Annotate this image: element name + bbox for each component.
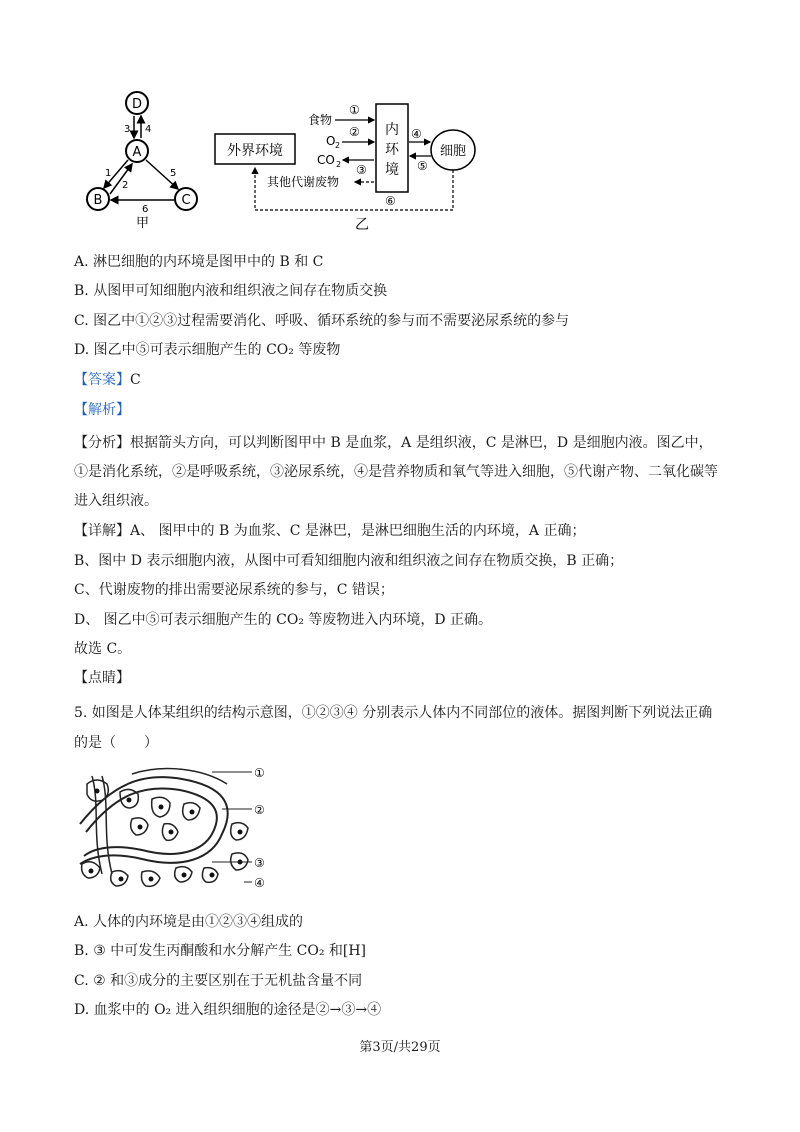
svg-text:C: C (181, 193, 191, 208)
svg-text:①: ① (349, 103, 360, 117)
waste-label: 其他代谢废物 (267, 175, 340, 189)
svg-text:2: 2 (335, 141, 341, 150)
answer-value: C (130, 372, 141, 388)
svg-text:2: 2 (122, 180, 129, 191)
svg-text:CO: CO (317, 153, 335, 167)
svg-text:4: 4 (145, 124, 152, 135)
detail-line-b: B、图中 D 表示细胞内液，从图中可看知细胞内液和组织液之间存在物质交换，B 正确； (74, 553, 624, 569)
q5-stem: 5. 如图是人体某组织的结构示意图，①②③④ 分别表示人体内不同部位的液体。据图判断下列说法正确的是（ ） (74, 705, 713, 751)
tissue-label-4: ④ (254, 876, 265, 890)
detail-conclusion: 故选 C。 (74, 641, 132, 657)
tissue-diagram (72, 764, 282, 898)
answer-tag: 【答案】 (74, 372, 130, 388)
svg-text:②: ② (349, 125, 360, 139)
figure-jia-caption: 甲 (136, 216, 150, 231)
figure-yi (205, 92, 495, 240)
answer-line (74, 370, 141, 390)
tissue-label-1: ① (254, 766, 265, 780)
node-b (87, 188, 109, 210)
q4-option-c: C. 图乙中①②③过程需要消化、呼吸、循环系统的参与而不需要泌尿系统的参与 (74, 313, 570, 329)
detail-line-a: 【详解】A、 图甲中的 B 为血浆、C 是淋巴，是淋巴细胞生活的内环境，A 正确； (74, 523, 586, 539)
q4-option-a: A. 淋巴细胞的内环境是图甲中的 B 和 C (74, 254, 324, 270)
svg-text:环: 环 (385, 142, 399, 158)
analysis-tag: 【解析】 (74, 402, 130, 418)
svg-text:3: 3 (124, 124, 131, 135)
svg-text:A: A (132, 145, 142, 160)
fenxi-text: 根据箭头方向，可以判断图甲中 B 是血浆，A 是组织液，C 是淋巴，D 是细胞内液。图乙中，①是消化系统，②是呼吸系统，③泌尿系统，④是营养物质和氧气等进入细胞，⑤代谢产物、二氧化碳等进入组织液。 (74, 435, 718, 509)
tissue-label-2: ② (254, 803, 265, 817)
figure-jia (80, 88, 220, 233)
fenxi-paragraph (74, 429, 724, 516)
q4-option-b: B. 从图甲可知细胞内液和组织液之间存在物质交换 (74, 283, 388, 299)
svg-text:2: 2 (336, 160, 342, 169)
detail-tag: 【详解】 (74, 523, 130, 539)
detail-line-d: D、 图乙中⑤可表示细胞产生的 CO₂ 等废物进入内环境，D 正确。 (74, 612, 493, 628)
detail-line-c: C、代谢废物的排出需要泌尿系统的参与，C 错误； (74, 582, 394, 598)
fenxi-tag: 【分析】 (74, 435, 130, 451)
svg-text:⑥: ⑥ (385, 194, 396, 208)
svg-text:④: ④ (411, 127, 422, 141)
svg-text:⑤: ⑤ (417, 159, 428, 173)
svg-text:D: D (131, 97, 143, 112)
dianjing-tag: 【点睛】 (74, 670, 130, 686)
node-c (175, 188, 197, 210)
tissue-label-3: ③ (254, 856, 265, 870)
svg-text:境: 境 (385, 162, 399, 178)
svg-text:B: B (93, 193, 103, 208)
q4-option-d: D. 图乙中⑤可表示细胞产生的 CO₂ 等废物 (74, 342, 341, 358)
q5-option-d: D. 血浆中的 O₂ 进入组织细胞的途径是②→③→④ (74, 1002, 382, 1018)
svg-text:食物: 食物 (308, 113, 333, 127)
cell-label: 细胞 (439, 144, 467, 159)
outer-env-label: 外界环境 (227, 143, 283, 159)
q5-option-b: B. ③ 中可发生丙酮酸和水分解产生 CO₂ 和[H] (74, 943, 367, 959)
svg-text:5: 5 (170, 168, 177, 179)
svg-text:③: ③ (356, 163, 367, 177)
node-d (126, 92, 148, 114)
page-footer: 第3页/共29页 (359, 1040, 441, 1055)
node-a (126, 140, 148, 162)
q5-option-a: A. 人体的内环境是由①②③④组成的 (74, 914, 304, 930)
svg-text:内: 内 (385, 122, 399, 138)
figure-yi-caption: 乙 (355, 217, 369, 233)
svg-text:1: 1 (105, 168, 112, 179)
svg-text:6: 6 (142, 204, 149, 215)
svg-text:O: O (326, 134, 336, 148)
q5-option-c: C. ② 和③成分的主要区别在于无机盐含量不同 (74, 973, 363, 989)
